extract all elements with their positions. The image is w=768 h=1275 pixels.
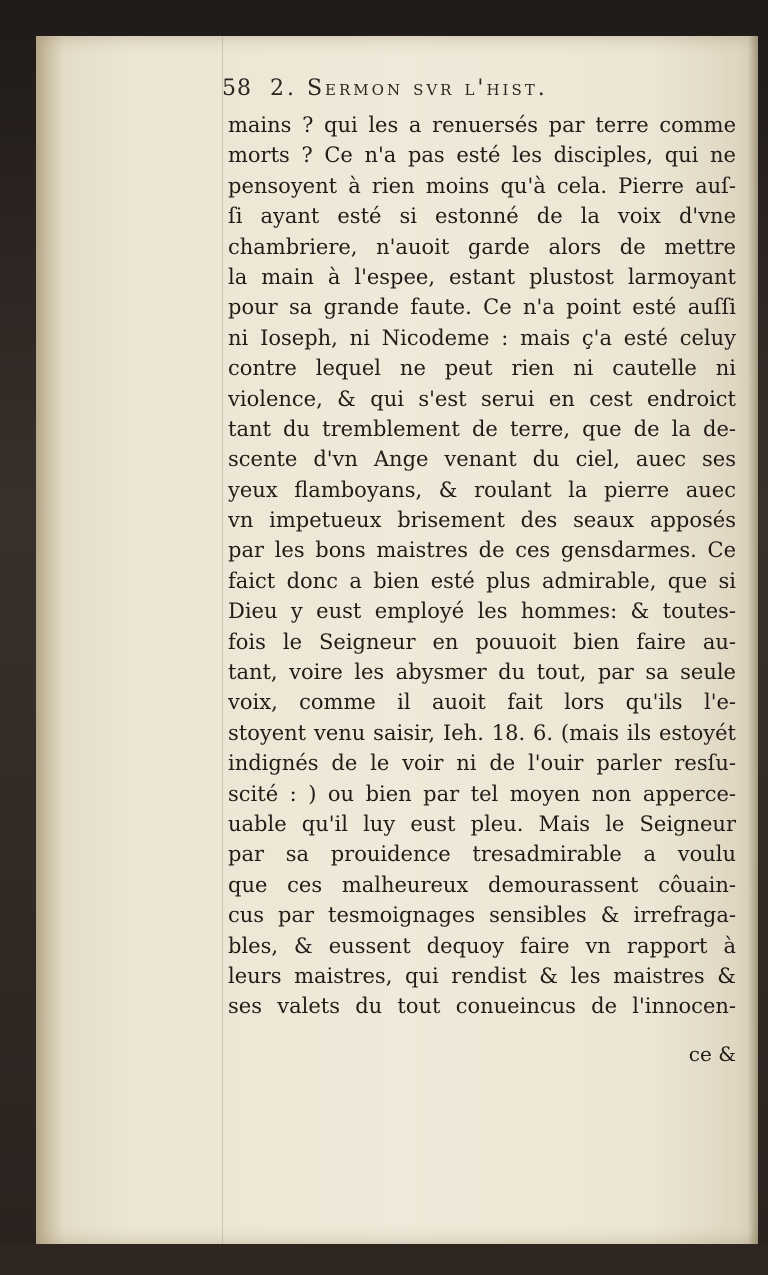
text-line: indignés de le voir ni de l'ouir parler resſu- [228,751,736,776]
text-line: cus par tesmoignages sensibles & irrefraga- [228,903,736,928]
book-page [36,36,758,1244]
text-line: ses valets du tout conueincus de l'innocen- [228,994,736,1019]
text-line: yeux flamboyans, & roulant la pierre auec [228,477,736,502]
text-line: scité : ) ou bien par tel moyen non apperce- [228,781,736,806]
text-line: ſi ayant esté si estonné de la voix d'vne [228,204,736,229]
text-line: que ces malheureux demourassent côuain- [228,872,736,897]
text-line: Dieu y eust employé les hommes: & toutes- [228,599,736,624]
text-line: bles, & eussent dequoy faire vn rapport à [228,933,736,958]
text-line: tant, voire les abysmer du tout, par sa seule [228,660,736,685]
running-title: 2. Sermon svr l'hist. [270,76,548,101]
catchword: ce & [688,1042,736,1066]
text-line: faict donc a bien esté plus admirable, que si [228,568,736,593]
text-line: par les bons maistres de ces gensdarmes. Ce [228,538,736,563]
text-line: vn impetueux brisement des seaux apposés [228,508,736,533]
page-edge-shadow [748,36,758,1244]
text-line: par sa prouidence tresadmirable a voulu [228,842,736,867]
text-line: fois le Seigneur en pouuoit bien faire au- [228,629,736,654]
text-line: morts ? Ce n'a pas esté les disciples, qui ne [228,143,736,168]
margin-line [222,36,223,1244]
text-line: scente d'vn Ange venant du ciel, auec ses [228,447,736,472]
background-band [0,1244,768,1275]
text-line: contre lequel ne peut rien ni cautelle ni [228,356,736,381]
text-line: leurs maistres, qui rendist & les maistres & [228,963,736,988]
text-line: mains ? qui les a renuersés par terre comme [228,113,736,137]
body-text [228,110,736,1022]
text-line: tant du tremblement de terre, que de la de- [228,416,736,441]
gutter-shadow [36,36,64,1244]
text-line: pensoyent à rien moins qu'à cela. Pierre auſ- [228,173,736,198]
text-line: chambriere, n'auoit garde alors de mettre [228,234,736,259]
text-line: violence, & qui s'est serui en cest endroict [228,386,736,411]
page-header [222,76,742,112]
text-line: stoyent venu saisir, Ieh. 18. 6. (mais ils estoyét [228,720,736,745]
text-line: uable qu'il luy eust pleu. Mais le Seigneur [228,811,736,836]
text-line: pour sa grande faute. Ce n'a point esté auſſi [228,295,736,320]
page-number: 58 [222,76,252,101]
text-line: voix, comme il auoit fait lors qu'ils l'e- [228,690,736,715]
text-line: ni Ioseph, ni Nicodeme : mais ç'a esté celuy [228,325,736,350]
text-line: la main à l'espee, estant plustost larmoyant [228,264,736,289]
